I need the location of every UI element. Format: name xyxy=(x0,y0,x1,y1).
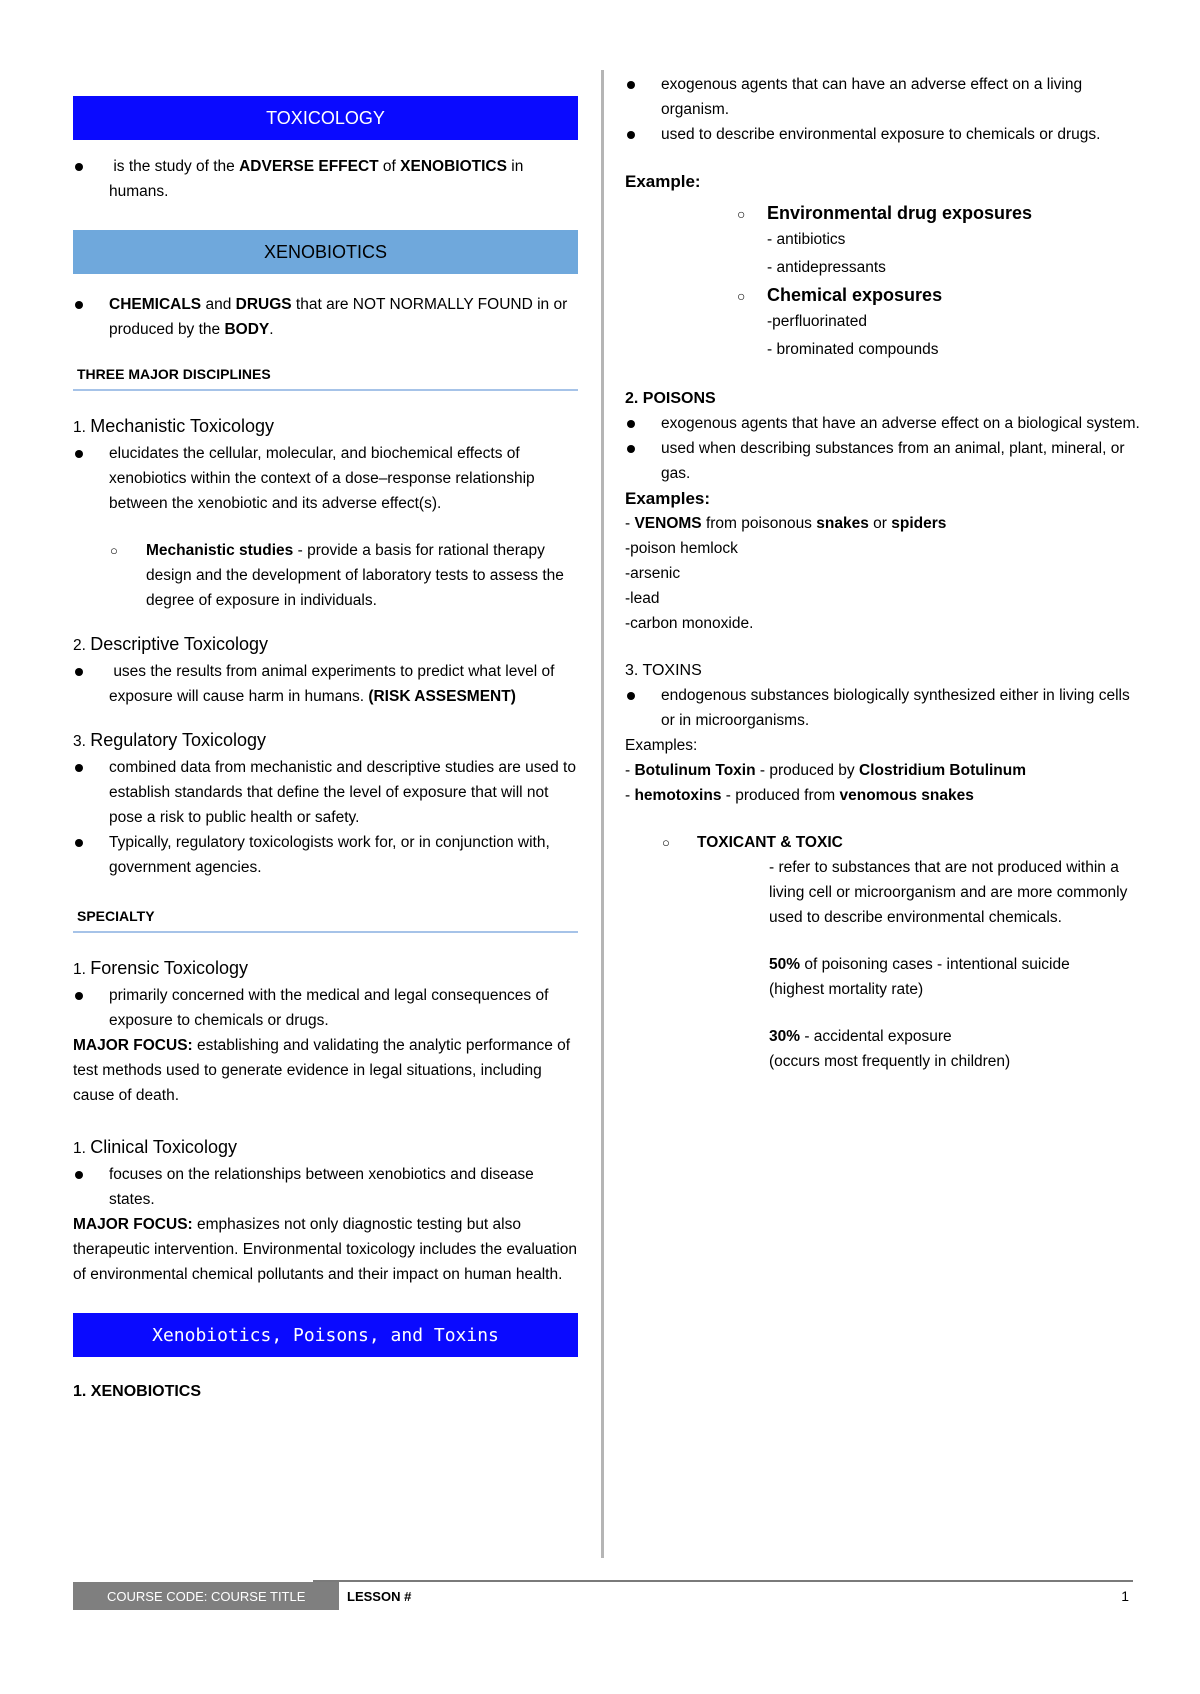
ex-text: or xyxy=(868,515,892,532)
chem-item: - brominated compounds xyxy=(767,341,939,358)
xeno-bullet-1: exogenous agents that can have an adverse effect on a living organism. xyxy=(625,72,1145,122)
toxin-example xyxy=(625,758,1145,783)
regulatory-bullet-2: Typically, regulatory toxicologists work for, or in conjunction with, government agencies. xyxy=(73,830,578,880)
poisons-bullet-1: exogenous agents that have an adverse effect on a biological system. xyxy=(625,411,1145,436)
ex-text: - xyxy=(625,787,635,804)
env-title: Environmental drug exposures xyxy=(767,203,1033,223)
focus-text: establishing and validating the analytic performance of test methods used to generate evidence in legal situations, including cause of death. xyxy=(73,1037,571,1104)
example-label: Example: xyxy=(625,172,701,191)
def-text: and xyxy=(201,296,236,313)
footer-rule xyxy=(313,1580,1133,1582)
disciplines-heading: THREE MAJOR DISCIPLINES xyxy=(77,366,271,382)
footer-course-code: COURSE CODE: COURSE TITLE xyxy=(73,1582,339,1610)
ex-bold: Clostridium Botulinum xyxy=(858,762,1027,779)
ex-text: - xyxy=(625,762,635,779)
heading-number: 3. xyxy=(73,733,91,750)
forensic-focus xyxy=(73,1033,578,1108)
clinical-focus xyxy=(73,1212,578,1287)
toxicology-definition xyxy=(73,154,578,204)
poisons-bullet-2: used when describing substances from an animal, plant, mineral, or gas. xyxy=(625,436,1145,486)
ex-bold: VENOMS xyxy=(634,515,702,532)
page-footer xyxy=(73,1580,1133,1610)
column-divider xyxy=(601,70,604,1558)
toxicology-banner: TOXICOLOGY xyxy=(73,96,578,140)
stat-50 xyxy=(625,952,1145,977)
heading-number: 1. xyxy=(73,1140,91,1157)
env-item: - antibiotics xyxy=(767,231,846,248)
poison-example: -arsenic xyxy=(625,565,681,582)
chem-item: -perfluorinated xyxy=(767,313,867,330)
poison-example: -carbon monoxide. xyxy=(625,615,754,632)
def-bold: CHEMICALS xyxy=(109,296,202,313)
ex-bold: snakes xyxy=(816,515,869,532)
circle-bullet-icon: ○ xyxy=(110,543,118,558)
ex-bold: venomous snakes xyxy=(839,787,974,804)
circle-bullet-icon: ○ xyxy=(662,835,670,850)
ex-text: - xyxy=(625,515,635,532)
heading-title: Descriptive Toxicology xyxy=(90,634,268,654)
examples-label: Examples: xyxy=(625,489,711,508)
def-text: that are NOT NORMALLY FOUND in or produced by the xyxy=(109,296,568,338)
sub-text: - provide a basis for rational therapy design and the development of laboratory tests to assess the degree of exposure in individuals. xyxy=(146,542,564,609)
circle-bullet-icon: ○ xyxy=(737,288,746,304)
toxicant-title-text: TOXICANT & TOXIC xyxy=(697,834,843,851)
stat-bold: 30% xyxy=(769,1028,801,1045)
ex-text: - produced from xyxy=(721,787,840,804)
chemical-exposures xyxy=(625,282,1145,308)
focus-label: MAJOR FOCUS: xyxy=(73,1216,193,1233)
ex-bold: Botulinum Toxin xyxy=(634,762,756,779)
footer-lesson: LESSON # xyxy=(347,1588,412,1604)
heading-title: Regulatory Toxicology xyxy=(90,730,266,750)
clinical-heading xyxy=(73,1134,578,1162)
chem-title: Chemical exposures xyxy=(767,285,943,305)
specialty-heading: SPECIALTY xyxy=(77,908,155,924)
stat-bold: 50% xyxy=(769,956,801,973)
right-column xyxy=(625,72,1145,1074)
xenobiotics-subheading: 1. XENOBIOTICS xyxy=(73,1383,202,1400)
poison-example: -poison hemlock xyxy=(625,540,738,557)
descriptive-heading xyxy=(73,631,578,659)
def-text: . xyxy=(269,321,274,338)
poison-example: -lead xyxy=(625,590,660,607)
heading-number: 1. xyxy=(73,961,91,978)
ex-text: - produced by xyxy=(755,762,859,779)
ex-bold: hemotoxins xyxy=(634,787,722,804)
toxicant-title xyxy=(625,830,1145,855)
def-bold: BODY xyxy=(224,321,270,338)
def-bold-adverse: ADVERSE EFFECT xyxy=(239,158,379,175)
def-bold-xenobiotics: XENOBIOTICS xyxy=(400,158,507,175)
mechanistic-bullet: elucidates the cellular, molecular, and biochemical effects of xenobiotics within the context of a dose–response relationship between the xenobiotic and its adverse effect(s). xyxy=(73,441,578,516)
toxins-heading: 3. TOXINS xyxy=(625,662,702,679)
regulatory-heading xyxy=(73,727,578,755)
forensic-bullet: primarily concerned with the medical and legal consequences of exposure to chemicals or drugs. xyxy=(73,983,578,1033)
toxicant-text: - refer to substances that are not produced within a living cell or microorganism and are more commonly used to describe environmental chemicals. xyxy=(769,859,1128,926)
focus-text: emphasizes not only diagnostic testing but also therapeutic intervention. Environmental toxicology includes the evaluation of environmental chemical pollutants and their impact on human health. xyxy=(73,1216,578,1283)
focus-label: MAJOR FOCUS: xyxy=(73,1037,193,1054)
risk-assessment-label: (RISK ASSESMENT) xyxy=(368,688,516,705)
mechanistic-sub-item xyxy=(73,538,578,613)
sub-bold: Mechanistic studies xyxy=(146,542,294,559)
ex-bold: spiders xyxy=(891,515,947,532)
def-text: of xyxy=(378,158,401,175)
descriptive-bullet xyxy=(73,659,578,709)
mechanistic-heading xyxy=(73,413,578,441)
heading-title: Forensic Toxicology xyxy=(90,958,248,978)
forensic-heading xyxy=(73,955,578,983)
def-bold: DRUGS xyxy=(235,296,292,313)
xenobiotics-poisons-toxins-banner: Xenobiotics, Poisons, and Toxins xyxy=(73,1313,578,1357)
poisons-heading: 2. POISONS xyxy=(625,390,716,407)
env-item: - antidepressants xyxy=(767,259,886,276)
stat-text: - accidental exposure xyxy=(800,1028,952,1045)
xenobiotics-definition xyxy=(73,292,578,342)
def-text: in humans. xyxy=(109,158,524,200)
circle-bullet-icon: ○ xyxy=(737,206,746,222)
poison-example xyxy=(625,511,1145,536)
toxins-examples-label: Examples: xyxy=(625,737,698,754)
stat-text: of poisoning cases - intentional suicide xyxy=(800,956,1070,973)
def-text: is the study of the xyxy=(113,158,240,175)
left-column xyxy=(73,96,578,1404)
ex-text: from poisonous xyxy=(701,515,817,532)
stat-30 xyxy=(625,1024,1145,1049)
heading-number: 2. xyxy=(73,637,91,654)
xenobiotics-banner: XENOBIOTICS xyxy=(73,230,578,274)
toxin-example xyxy=(625,783,1145,808)
regulatory-bullet-1: combined data from mechanistic and descriptive studies are used to establish standards that define the level of exposure that will not pose a risk to public health or safety. xyxy=(73,755,578,830)
bullet-text: uses the results from animal experiments to predict what level of exposure will cause harm in humans. xyxy=(109,663,555,705)
stat-30-note: (occurs most frequently in children) xyxy=(769,1053,1011,1070)
footer-page-number: 1 xyxy=(1121,1588,1129,1604)
heading-title: Clinical Toxicology xyxy=(90,1137,237,1157)
stat-50-note: (highest mortality rate) xyxy=(769,981,924,998)
toxins-bullet: endogenous substances biologically synthesized either in living cells or in microorganisms. xyxy=(625,683,1145,733)
heading-number: 1. xyxy=(73,419,91,436)
clinical-bullet: focuses on the relationships between xenobiotics and disease states. xyxy=(73,1162,578,1212)
heading-title: Mechanistic Toxicology xyxy=(90,416,274,436)
xeno-bullet-2: used to describe environmental exposure to chemicals or drugs. xyxy=(625,122,1145,147)
env-drug-exposures xyxy=(625,200,1145,226)
